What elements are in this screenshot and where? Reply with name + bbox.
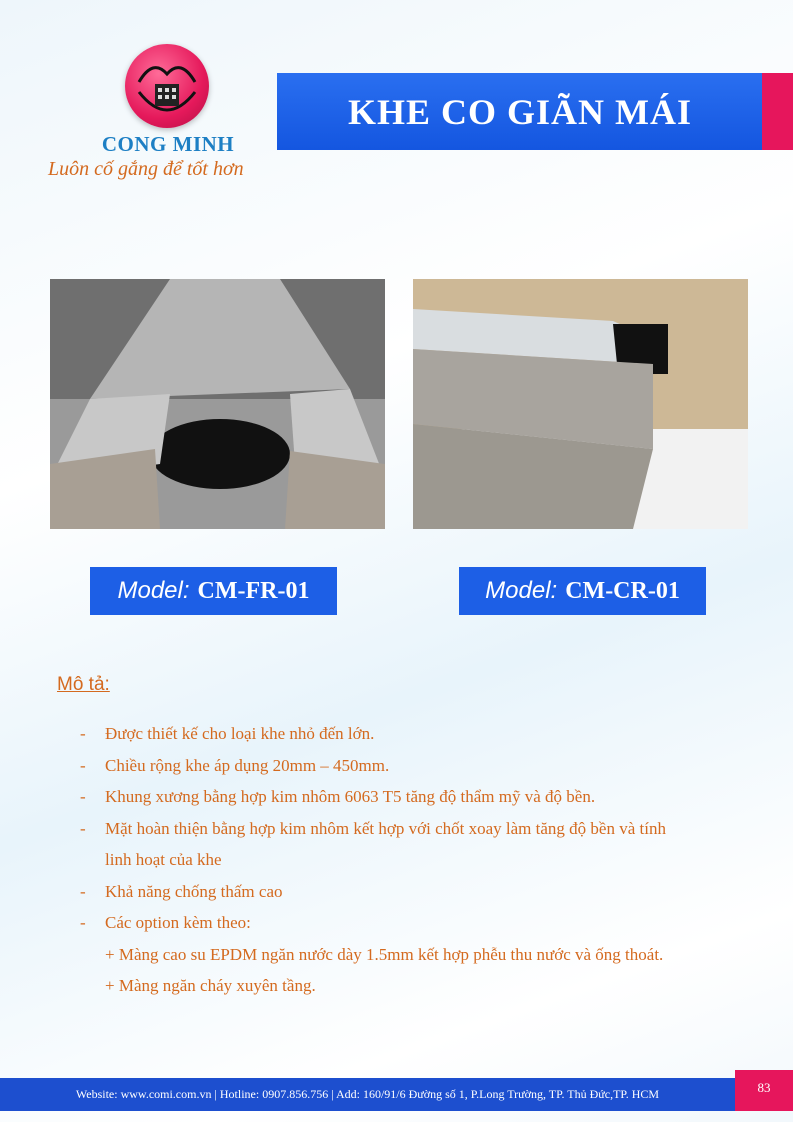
model-label-1: Model: CM-FR-01 [90, 567, 337, 615]
list-item: - Được thiết kế cho loại khe nhỏ đến lớn. [80, 724, 375, 743]
description-heading: Mô tả: [57, 674, 110, 695]
brand-name: CONG MINH [101, 132, 235, 156]
product-photo-cm-cr-01 [413, 279, 748, 529]
option-item: + Màng cao su EPDM ngăn nước dày 1.5mm kết hợp phễu thu nước và ống thoát. [105, 944, 664, 964]
list-item: - Khung xương bằng hợp kim nhôm 6063 T5 tăng độ thẩm mỹ và độ bền. [80, 787, 596, 806]
footer-contact: Website: www.comi.com.vn | Hotline: 0907.856.756 | Add: 160/91/6 Đường số 1, P.Long Trường, TP. Thủ Đức,TP. HCM [0, 1078, 735, 1111]
list-item: - Mặt hoàn thiện bằng hợp kim nhôm kết hợp với chốt xoay làm tăng độ bền và tính [80, 818, 666, 838]
page-number: 83 [735, 1070, 793, 1111]
company-logo [125, 44, 209, 128]
list-item: - Khả năng chống thấm cao [80, 881, 283, 901]
title-accent-bar [762, 73, 793, 150]
brand-slogan: Luôn cố gắng để tốt hơn [48, 158, 244, 180]
list-item: - Chiều rộng khe áp dụng 20mm – 450mm. [80, 755, 390, 775]
model-label-2: Model: CM-CR-01 [459, 567, 706, 615]
product-photo-cm-fr-01 [50, 279, 385, 529]
description-list [80, 718, 750, 1002]
page-title: KHE CO GIÃN MÁI [277, 73, 763, 150]
list-item: - Các option kèm theo: [80, 913, 251, 932]
list-item-continuation: linh hoạt của khe [105, 850, 222, 869]
option-item: + Màng ngăn cháy xuyên tầng. [105, 976, 316, 995]
